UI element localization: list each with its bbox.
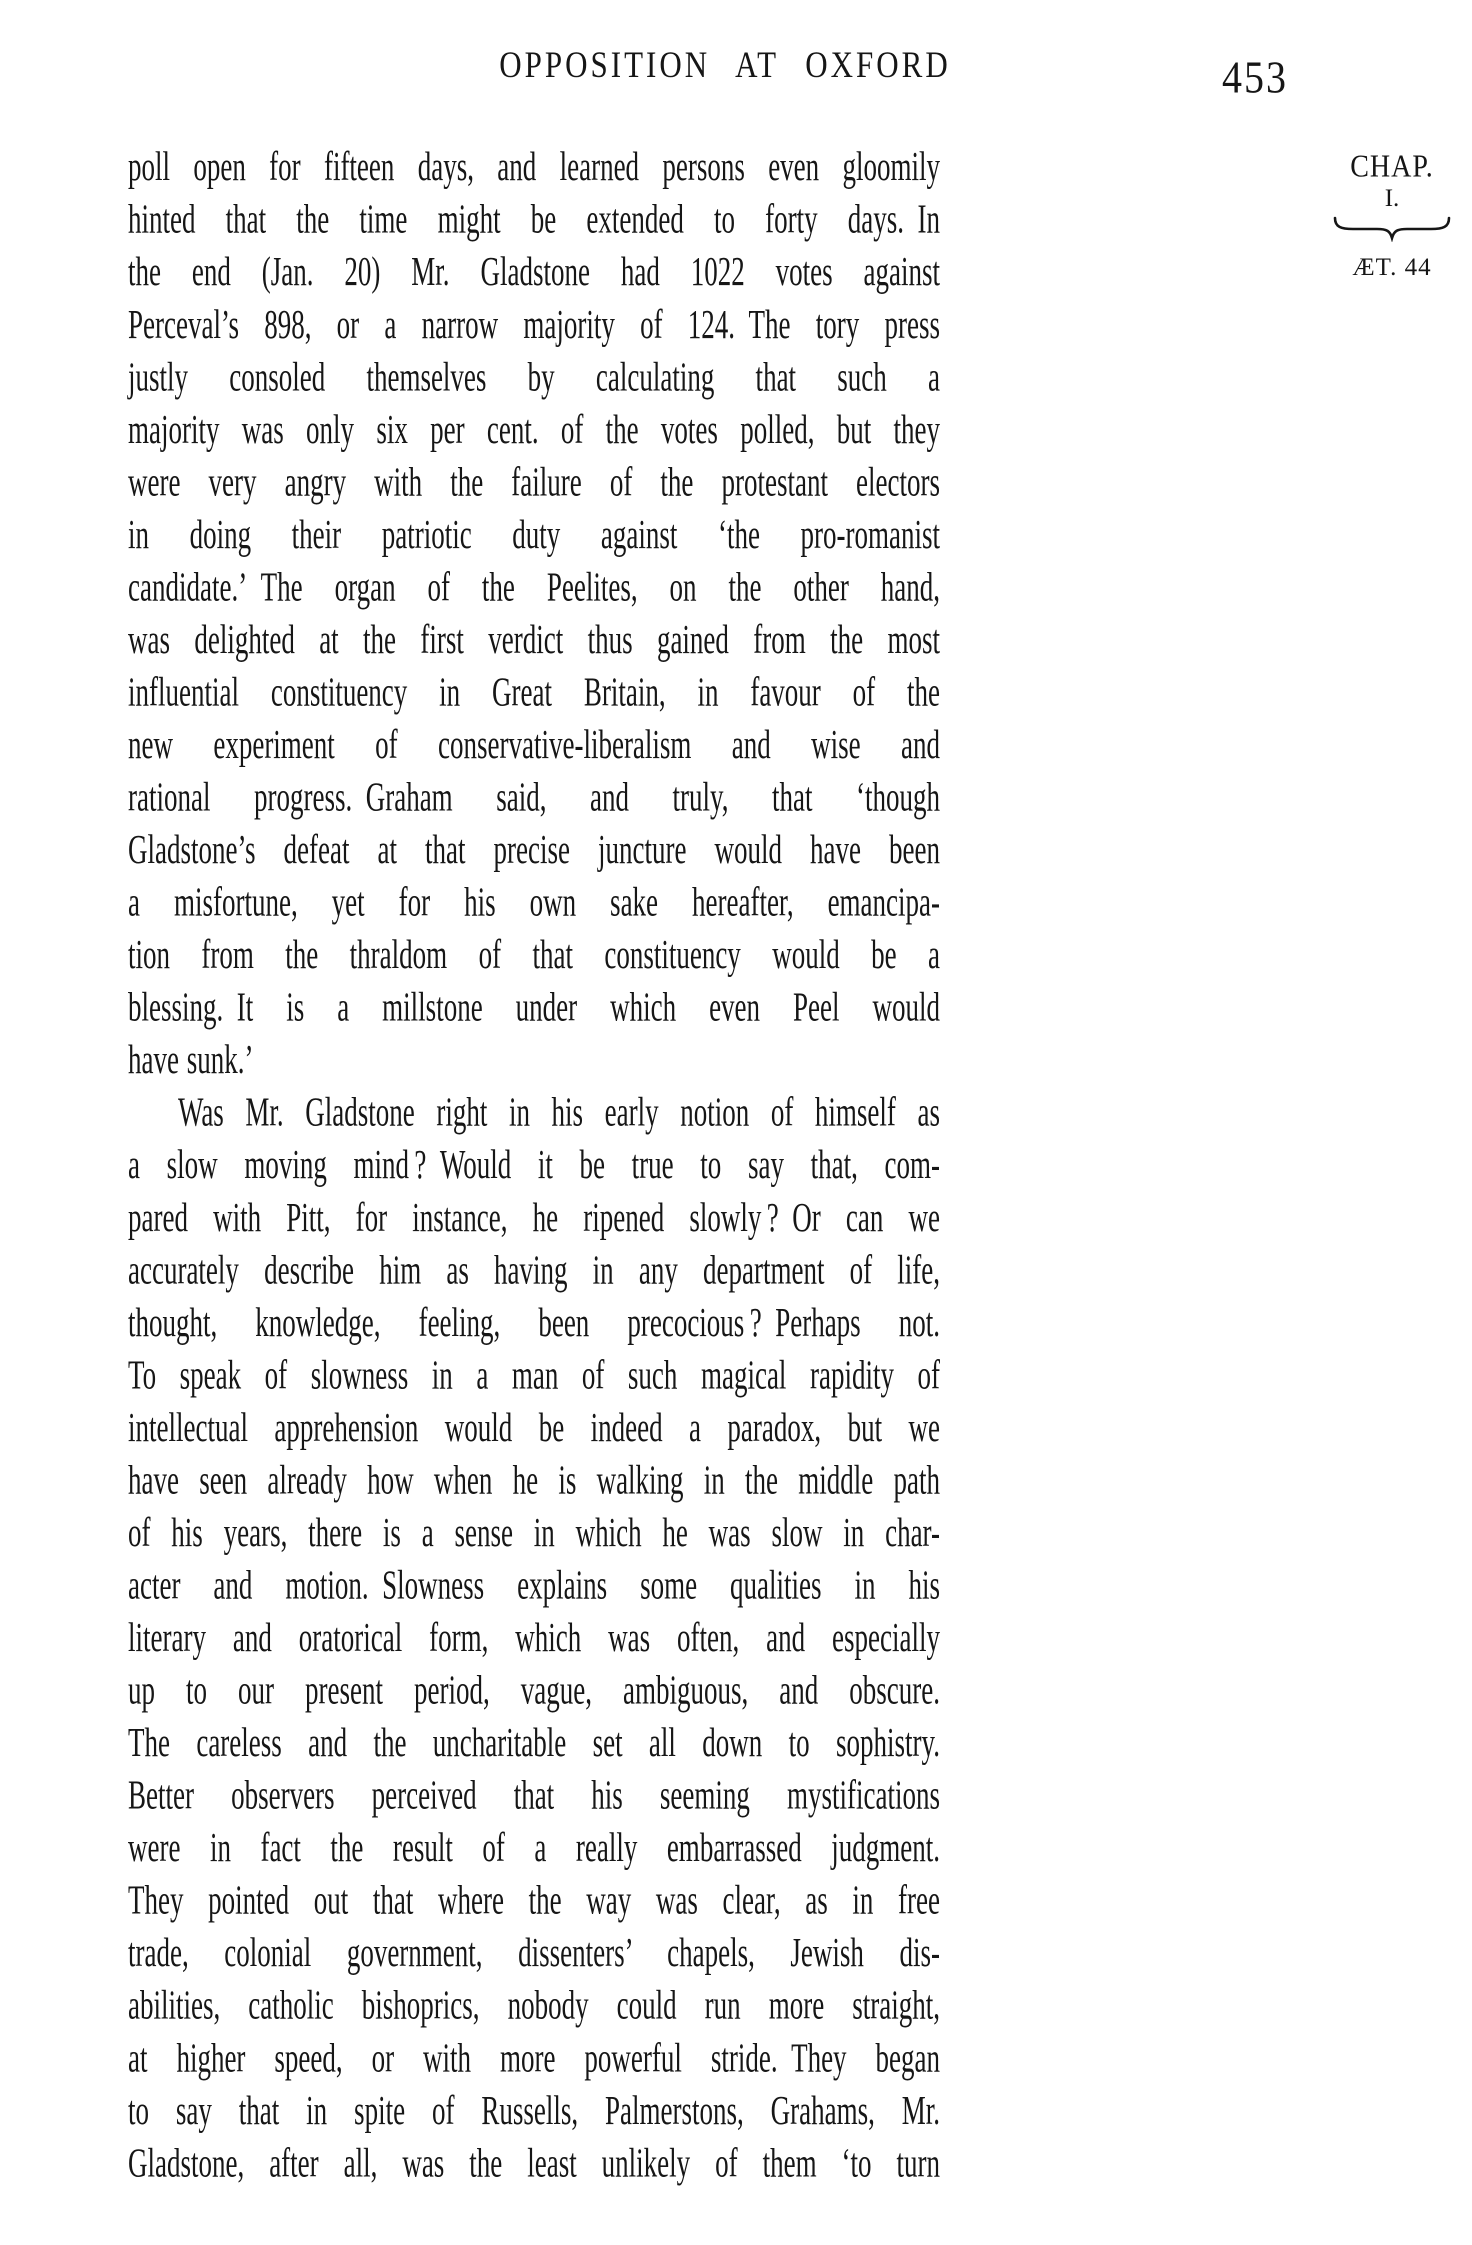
text-line: abilities, catholic bishoprics, nobody could run more straight, — [128, 1981, 940, 2028]
text-line: trade, colonial government, dissenters’ chapels, Jewish dis- — [128, 1929, 940, 1976]
text-line: up to our present period, vague, ambiguous, and obscure. — [128, 1666, 940, 1713]
text-line: a slow moving mind ? Would it be true to say that, com- — [128, 1141, 940, 1188]
paragraph — [128, 1086, 940, 2189]
text-line: tion from the thraldom of that constituency would be a — [128, 931, 940, 978]
body-text — [128, 140, 940, 2189]
text-line: blessing. It is a millstone under which even Peel would — [128, 983, 940, 1030]
text-line: the end (Jan. 20) Mr. Gladstone had 1022 votes against — [128, 248, 940, 295]
text-line: accurately describe him as having in any department of life, — [128, 1246, 940, 1293]
chapter-numeral: I. — [1384, 184, 1400, 212]
text-line: were very angry with the failure of the protestant electors — [128, 458, 940, 505]
text-line: pared with Pitt, for instance, he ripened slowly ? Or can we — [128, 1193, 940, 1241]
text-line: Better observers perceived that his seeming mystifications — [128, 1771, 940, 1818]
text-line: in doing their patriotic duty against ‘the pro-romanist — [128, 510, 940, 558]
text-line: literary and oratorical form, which was often, and especially — [128, 1613, 940, 1661]
text-line: candidate.’ The organ of the Peelites, on the other hand, — [128, 563, 940, 610]
text-line: have sunk.’ — [128, 1036, 254, 1083]
text-line: Gladstone, after all, was the least unlikely of them ‘to turn — [128, 2139, 940, 2186]
running-head-title: OPPOSITION AT OXFORD — [499, 44, 951, 86]
text-line: hinted that the time might be extended to forty days. In — [128, 195, 940, 242]
text-line: poll open for fifteen days, and learned persons even gloomily — [128, 143, 940, 190]
text-line: justly consoled themselves by calculating that such a — [128, 353, 940, 400]
text-line: The careless and the uncharitable set all down to sophistry. — [128, 1718, 940, 1766]
text-line: a misfortune, yet for his own sake hereafter, emancipa- — [128, 878, 940, 925]
chapter-label: CHAP. — [1350, 148, 1434, 185]
text-line: thought, knowledge, feeling, been precocious ? Perhaps not. — [128, 1298, 940, 1346]
text-line: to say that in spite of Russells, Palmerstons, Grahams, Mr. — [128, 2086, 940, 2134]
text-line: influential constituency in Great Britain, in favour of the — [128, 668, 940, 715]
page-number: 453 — [1222, 51, 1288, 103]
text-line: were in fact the result of a really embarrassed judgment. — [128, 1824, 940, 1871]
text-line: rational progress. Graham said, and truly, that ‘though — [128, 773, 940, 820]
text-line: Gladstone’s defeat at that precise juncture would have been — [128, 825, 940, 873]
text-line: Perceval’s 898, or a narrow majority of 124. The tory press — [128, 300, 940, 348]
age-note: ÆT. 44 — [1352, 254, 1432, 282]
text-line: They pointed out that where the way was clear, as in free — [128, 1876, 940, 1923]
text-line: To speak of slowness in a man of such magical rapidity of — [128, 1351, 940, 1398]
text-line: Was Mr. Gladstone right in his early notion of himself as — [178, 1088, 940, 1135]
text-line: new experiment of conservative-liberalism and wise and — [128, 720, 940, 768]
margin-notes — [1316, 150, 1468, 282]
paragraph — [128, 140, 940, 1086]
text-line: acter and motion. Slowness explains some qualities in his — [128, 1561, 940, 1608]
text-line: majority was only six per cent. of the votes polled, but they — [128, 405, 940, 453]
text-line: was delighted at the first verdict thus gained from the most — [128, 615, 940, 663]
text-line: have seen already how when he is walking in the middle path — [128, 1456, 940, 1503]
text-line: of his years, there is a sense in which he was slow in char- — [128, 1508, 940, 1556]
text-line: at higher speed, or with more powerful stride. They began — [128, 2034, 940, 2081]
curly-underbrace-icon — [1316, 214, 1468, 242]
text-line: intellectual apprehension would be indeed a paradox, but we — [128, 1403, 940, 1451]
